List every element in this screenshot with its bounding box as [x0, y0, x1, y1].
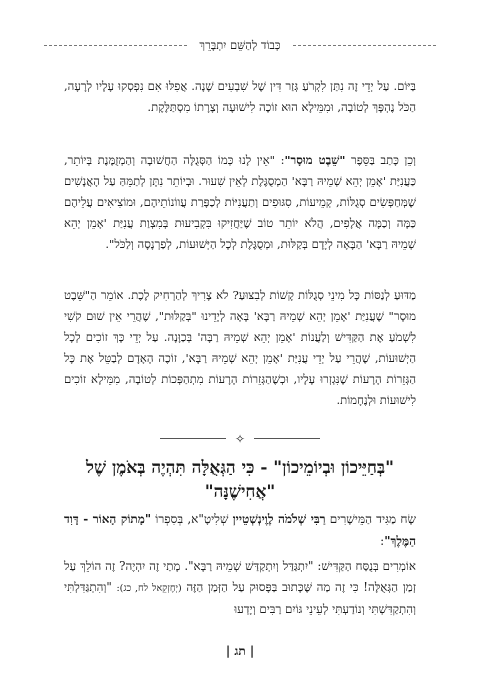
paragraph-5 — [64, 556, 416, 620]
paragraph-2-quote: : "אֵין לָנוּ כְּמוֹ הַסְּגֻלָּה הַחֲשׁוּבָה וְהַמְזֻמֶּנֶת בְּיוֹתֵר, כַּעֲנִיַּת 'אָמֵן יְהֵא שְׁמֵיהּ רַבָּא' הַמְסֻגֶּלֶת לְאֵין שִׁעוּר. וּבְיוֹתֵר נִתָּן לְתַמֵּהַּ עַל הָאֲנָשִׁים שֶׁמְּחַפְּשִׂים סְגֻלּוֹת, קְמֵיעוֹת, סִגּוּפִים וְתַעֲנִיּוֹת לְכַפָּרַת עֲווֹנוֹתֵיהֶם, וּמוֹצִיאִים עֲלֵיהֶם כַּמָּה וְכַמָּה אֲלָפִים, הֲלֹא יוֹתֵר טוֹב שֶׁיַּחֲזִיקוּ בִּקְבִיעוּת בְּמִצְוַת עֲנִיַּת 'אָמֵן יְהֵא שְׁמֵיהּ רַבָּא' הַבָּאָה לְיָדָם בְּקַלּוּת, וּמְסֻגֶּלֶת לְכָל הַיְּשׁוּעוֹת, לְפַרְנָסָה וְלַכֹּל". — [64, 153, 416, 251]
divider-ornament-icon: ✧ — [234, 432, 246, 446]
divider-line-left — [160, 438, 226, 439]
section-title: "בְּחַיֵּיכוֹן וּבְיוֹמֵיכוֹן" - כִּי הַגְּאֻלָּה תִּהְיֶה בְּאֹמֶן שֶׁל "אֲחִישֶׁנָּה" — [86, 458, 394, 502]
running-title: כְּבוֹד לְהַשֵּׁם יִתְבָּרֵךְ — [199, 38, 281, 52]
paragraph-4-end: : — [380, 534, 385, 548]
paragraph-1 — [64, 76, 416, 142]
paragraph-3 — [64, 285, 416, 427]
book-title-shevet-musar: "שֵׁבֶט מוּסָר" — [284, 153, 346, 167]
rabbi-name: רַבִּי שְׁלֹמֹה לֶוֶינְשְׁטֵיין — [232, 512, 326, 526]
paragraph-1-text: בַּיּוֹם. עַל יְדֵי זֶה נִתַּן לִקְרֹעַ גְּזַר דִּין שֶׁל שִׁבְעִים שָׁנָה. אֲפִלּוּ אִם נִפְסְקוּ עָלָיו לְרָעָה, הַכֹּל נֶהְפָּךְ לְטוֹבָה, וּמִמֵּילָא הוּא זוֹכֶה לִישׁוּעָה וְצָרָתוֹ מִסְתַּלֶּקֶת. — [64, 79, 416, 114]
paragraph-4-text — [64, 508, 416, 552]
page-header — [44, 36, 436, 54]
verse-quote: "וְהִתְגַּדִּלְתִּי וְהִתְקַדִּשְׁתִּי וְנוֹדַעְתִּי לְעֵינֵי גּוֹיִם רַבִּים וְיָדְעוּ — [64, 580, 416, 616]
paragraph-2-intro: וְכֵן כָּתַב בַּסֵּפֶר — [345, 153, 417, 167]
page-number: | תג | — [225, 644, 255, 658]
divider-line-right — [254, 438, 320, 439]
section-divider — [160, 432, 320, 446]
paragraph-2-text — [64, 150, 416, 255]
paragraph-2 — [64, 150, 416, 278]
verse-reference: (יְחֶזְקֵאל לח, כג): — [116, 583, 182, 594]
paragraph-4-mid: שְׁלִיטָ"א, בְּסִפְרוֹ — [151, 512, 233, 526]
paragraph-5-text — [64, 556, 416, 620]
paragraph-4-intro: שָׂח מַגִּיד הַמֵּישָׁרִים — [325, 512, 416, 526]
header-rule-left — [44, 45, 187, 46]
paragraph-4 — [64, 508, 416, 552]
header-rule-right — [293, 45, 436, 46]
paragraph-3-text: מַדּוּעַ לְנַסּוֹת כָּל מִינֵי סְגֻלּוֹת קָשׁוֹת לְבִצּוּעַ? לֹא צָרִיךְ לְהַרְחִיק לֶכֶת. אוֹמֵר הַ"שֵּׁבֶט מוּסָר" שֶׁעֲנִיַּת 'אָמֵן יְהֵא שְׁמֵיהּ רַבָּא' בָּאָה לְיָדֵינוּ "בְּקַלּוּת", שֶׁהֲרֵי אֵין שׁוּם קֹשִׁי לִשְׁמֹעַ אֶת הַקַּדִּישׁ וְלַעֲנוֹת 'אָמֵן יְהֵא שְׁמֵיהּ רַבָּה' בְּכַוָּנָה. עַל יְדֵי כָּךְ זוֹכִים לְכָל הַיְשׁוּעוֹת, שֶׁהֲרֵי עַל יְדֵי עֲנִיַּת 'אָמֵן יְהֵא שְׁמֵיהּ רַבָּא', זוֹכֶה הָאָדָם לְבַטֵּל אֶת כָּל הַגְּזֵרוֹת הָרָעוֹת שֶׁנִּגְזְרוּ עָלָיו, וּכְשֶׁהַגְּזֵרוֹת הָרָעוֹת מִתְהַפְּכוֹת לְטוֹבָה, מִמֵּילָא זוֹכִים לִישׁוּעוֹת וּלְנֶחָמוֹת. — [64, 288, 416, 407]
paragraph-5-body: אוֹמְרִים בְּנֻסַּח הַקַּדִּישׁ: "יִתְגַּדַּל וְיִתְקַדַּשׁ שְׁמֵיהּ רַבָּא". מָתַי זֶה יִהְיֶה? זֶה הוֹלֵךְ עַל זְמַן הַגְּאֻלָּה! כִּי זֶה מַה שֶּׁכָּתוּב בַּפָּסוּק עַל הַזְּמַן הַזֶּה — [64, 559, 416, 594]
book-title-matok-haor: "מָתוֹק הָאוֹר - דָּוִד הַמֶּלֶךְ" — [64, 512, 416, 548]
